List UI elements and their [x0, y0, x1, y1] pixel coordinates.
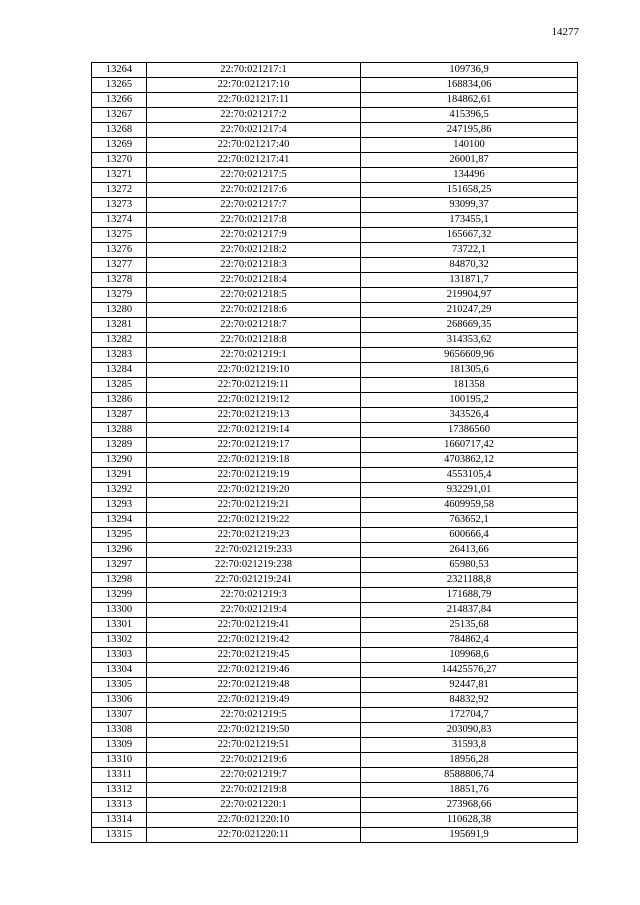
value-cell: 214837,84 [361, 603, 578, 618]
table-row [92, 438, 578, 453]
cadastral-number-cell: 22:70:021219:11 [147, 378, 361, 393]
cadastral-number-cell: 22:70:021219:49 [147, 693, 361, 708]
table-row [92, 738, 578, 753]
value-cell: 18956,28 [361, 753, 578, 768]
table-row [92, 453, 578, 468]
value-cell: 8588806,74 [361, 768, 578, 783]
table-row [92, 468, 578, 483]
row-number-cell: 13264 [92, 63, 147, 78]
row-number-cell: 13313 [92, 798, 147, 813]
row-number-cell: 13287 [92, 408, 147, 423]
value-cell: 165667,32 [361, 228, 578, 243]
value-cell: 784862,4 [361, 633, 578, 648]
table-row [92, 258, 578, 273]
cadastral-number-cell: 22:70:021219:21 [147, 498, 361, 513]
value-cell: 763652,1 [361, 513, 578, 528]
cadastral-number-cell: 22:70:021219:22 [147, 513, 361, 528]
table-row [92, 753, 578, 768]
value-cell: 25135,68 [361, 618, 578, 633]
row-number-cell: 13288 [92, 423, 147, 438]
row-number-cell: 13281 [92, 318, 147, 333]
value-cell: 73722,1 [361, 243, 578, 258]
value-cell: 195691,9 [361, 828, 578, 843]
value-cell: 134496 [361, 168, 578, 183]
row-number-cell: 13298 [92, 573, 147, 588]
table-row [92, 213, 578, 228]
table-row [92, 543, 578, 558]
table-row [92, 498, 578, 513]
cadastral-number-cell: 22:70:021219:20 [147, 483, 361, 498]
cadastral-number-cell: 22:70:021220:1 [147, 798, 361, 813]
value-cell: 1660717,42 [361, 438, 578, 453]
table-row [92, 708, 578, 723]
table-row [92, 123, 578, 138]
value-cell: 932291,01 [361, 483, 578, 498]
cadastral-number-cell: 22:70:021218:5 [147, 288, 361, 303]
value-cell: 109968,6 [361, 648, 578, 663]
table-row [92, 618, 578, 633]
table-row [92, 318, 578, 333]
cadastral-number-cell: 22:70:021217:1 [147, 63, 361, 78]
value-cell: 181305,6 [361, 363, 578, 378]
table-row [92, 138, 578, 153]
table-row [92, 813, 578, 828]
table-row [92, 513, 578, 528]
cadastral-number-cell: 22:70:021219:19 [147, 468, 361, 483]
row-number-cell: 13294 [92, 513, 147, 528]
value-cell: 100195,2 [361, 393, 578, 408]
row-number-cell: 13276 [92, 243, 147, 258]
cadastral-number-cell: 22:70:021219:42 [147, 633, 361, 648]
table-row [92, 228, 578, 243]
cadastral-number-cell: 22:70:021219:48 [147, 678, 361, 693]
table-row [92, 168, 578, 183]
cadastral-number-cell: 22:70:021219:41 [147, 618, 361, 633]
cadastral-number-cell: 22:70:021217:5 [147, 168, 361, 183]
row-number-cell: 13265 [92, 78, 147, 93]
table-row [92, 678, 578, 693]
cadastral-number-cell: 22:70:021219:13 [147, 408, 361, 423]
row-number-cell: 13283 [92, 348, 147, 363]
table-row [92, 243, 578, 258]
row-number-cell: 13292 [92, 483, 147, 498]
value-cell: 18851,76 [361, 783, 578, 798]
value-cell: 343526,4 [361, 408, 578, 423]
row-number-cell: 13282 [92, 333, 147, 348]
row-number-cell: 13300 [92, 603, 147, 618]
row-number-cell: 13301 [92, 618, 147, 633]
value-cell: 84870,32 [361, 258, 578, 273]
value-cell: 151658,25 [361, 183, 578, 198]
cadastral-number-cell: 22:70:021218:7 [147, 318, 361, 333]
table-row [92, 723, 578, 738]
table-row [92, 483, 578, 498]
value-cell: 210247,29 [361, 303, 578, 318]
row-number-cell: 13272 [92, 183, 147, 198]
value-cell: 9656609,96 [361, 348, 578, 363]
cadastral-number-cell: 22:70:021219:51 [147, 738, 361, 753]
row-number-cell: 13269 [92, 138, 147, 153]
table-row [92, 183, 578, 198]
cadastral-number-cell: 22:70:021219:50 [147, 723, 361, 738]
row-number-cell: 13280 [92, 303, 147, 318]
row-number-cell: 13311 [92, 768, 147, 783]
table-row [92, 363, 578, 378]
row-number-cell: 13310 [92, 753, 147, 768]
row-number-cell: 13273 [92, 198, 147, 213]
row-number-cell: 13307 [92, 708, 147, 723]
value-cell: 31593,8 [361, 738, 578, 753]
cadastral-number-cell: 22:70:021217:11 [147, 93, 361, 108]
cadastral-number-cell: 22:70:021219:5 [147, 708, 361, 723]
row-number-cell: 13293 [92, 498, 147, 513]
row-number-cell: 13303 [92, 648, 147, 663]
table-row [92, 303, 578, 318]
row-number-cell: 13314 [92, 813, 147, 828]
value-cell: 26001,87 [361, 153, 578, 168]
row-number-cell: 13278 [92, 273, 147, 288]
table-row [92, 408, 578, 423]
cadastral-number-cell: 22:70:021219:23 [147, 528, 361, 543]
table-row [92, 603, 578, 618]
row-number-cell: 13295 [92, 528, 147, 543]
value-cell: 184862,61 [361, 93, 578, 108]
table-row [92, 393, 578, 408]
value-cell: 93099,37 [361, 198, 578, 213]
value-cell: 17386560 [361, 423, 578, 438]
row-number-cell: 13274 [92, 213, 147, 228]
cadastral-number-cell: 22:70:021220:11 [147, 828, 361, 843]
cadastral-number-cell: 22:70:021219:1 [147, 348, 361, 363]
row-number-cell: 13312 [92, 783, 147, 798]
table-row [92, 63, 578, 78]
row-number-cell: 13271 [92, 168, 147, 183]
value-cell: 110628,38 [361, 813, 578, 828]
row-number-cell: 13302 [92, 633, 147, 648]
table-row [92, 333, 578, 348]
table-row [92, 588, 578, 603]
row-number-cell: 13277 [92, 258, 147, 273]
value-cell: 92447,81 [361, 678, 578, 693]
value-cell: 600666,4 [361, 528, 578, 543]
row-number-cell: 13285 [92, 378, 147, 393]
value-cell: 203090,83 [361, 723, 578, 738]
cadastral-number-cell: 22:70:021219:7 [147, 768, 361, 783]
value-cell: 172704,7 [361, 708, 578, 723]
value-cell: 140100 [361, 138, 578, 153]
value-cell: 109736,9 [361, 63, 578, 78]
value-cell: 4553105,4 [361, 468, 578, 483]
row-number-cell: 13267 [92, 108, 147, 123]
table-row [92, 288, 578, 303]
row-number-cell: 13284 [92, 363, 147, 378]
row-number-cell: 13296 [92, 543, 147, 558]
row-number-cell: 13286 [92, 393, 147, 408]
value-cell: 14425576,27 [361, 663, 578, 678]
value-cell: 181358 [361, 378, 578, 393]
row-number-cell: 13309 [92, 738, 147, 753]
table-row [92, 693, 578, 708]
value-cell: 247195,86 [361, 123, 578, 138]
value-cell: 268669,35 [361, 318, 578, 333]
table-row [92, 573, 578, 588]
table-row [92, 768, 578, 783]
row-number-cell: 13299 [92, 588, 147, 603]
table-row [92, 378, 578, 393]
table-row [92, 828, 578, 843]
row-number-cell: 13291 [92, 468, 147, 483]
cadastral-number-cell: 22:70:021219:8 [147, 783, 361, 798]
cadastral-number-cell: 22:70:021219:46 [147, 663, 361, 678]
cadastral-number-cell: 22:70:021217:10 [147, 78, 361, 93]
value-cell: 84832,92 [361, 693, 578, 708]
value-cell: 4609959,58 [361, 498, 578, 513]
cadastral-number-cell: 22:70:021219:18 [147, 453, 361, 468]
table-row [92, 348, 578, 363]
table-row [92, 528, 578, 543]
value-cell: 171688,79 [361, 588, 578, 603]
value-cell: 168834,06 [361, 78, 578, 93]
row-number-cell: 13315 [92, 828, 147, 843]
table-body [92, 63, 578, 843]
cadastral-number-cell: 22:70:021219:45 [147, 648, 361, 663]
cadastral-number-cell: 22:70:021219:17 [147, 438, 361, 453]
value-cell: 65980,53 [361, 558, 578, 573]
row-number-cell: 13279 [92, 288, 147, 303]
table-row [92, 153, 578, 168]
cadastral-number-cell: 22:70:021217:41 [147, 153, 361, 168]
table-row [92, 423, 578, 438]
cadastral-number-cell: 22:70:021219:4 [147, 603, 361, 618]
row-number-cell: 13297 [92, 558, 147, 573]
value-cell: 4703862,12 [361, 453, 578, 468]
cadastral-number-cell: 22:70:021218:6 [147, 303, 361, 318]
cadastral-number-cell: 22:70:021218:3 [147, 258, 361, 273]
page-number: 14277 [551, 26, 579, 38]
row-number-cell: 13308 [92, 723, 147, 738]
table-row [92, 93, 578, 108]
value-cell: 173455,1 [361, 213, 578, 228]
cadastral-number-cell: 22:70:021218:8 [147, 333, 361, 348]
cadastral-number-cell: 22:70:021217:7 [147, 198, 361, 213]
value-cell: 314353,62 [361, 333, 578, 348]
cadastral-number-cell: 22:70:021217:2 [147, 108, 361, 123]
cadastral-number-cell: 22:70:021219:233 [147, 543, 361, 558]
cadastral-number-cell: 22:70:021217:8 [147, 213, 361, 228]
table-row [92, 798, 578, 813]
cadastral-number-cell: 22:70:021219:3 [147, 588, 361, 603]
table-row [92, 648, 578, 663]
cadastral-number-cell: 22:70:021219:6 [147, 753, 361, 768]
row-number-cell: 13289 [92, 438, 147, 453]
table-row [92, 558, 578, 573]
table-row [92, 78, 578, 93]
table-row [92, 108, 578, 123]
cadastral-number-cell: 22:70:021219:12 [147, 393, 361, 408]
table-row [92, 783, 578, 798]
cadastral-number-cell: 22:70:021217:6 [147, 183, 361, 198]
cadastral-number-cell: 22:70:021219:238 [147, 558, 361, 573]
row-number-cell: 13306 [92, 693, 147, 708]
value-cell: 273968,66 [361, 798, 578, 813]
cadastral-number-cell: 22:70:021219:14 [147, 423, 361, 438]
row-number-cell: 13290 [92, 453, 147, 468]
cadastral-number-cell: 22:70:021217:9 [147, 228, 361, 243]
row-number-cell: 13275 [92, 228, 147, 243]
table-row [92, 198, 578, 213]
cadastral-number-cell: 22:70:021217:4 [147, 123, 361, 138]
row-number-cell: 13304 [92, 663, 147, 678]
table-row [92, 273, 578, 288]
cadastral-number-cell: 22:70:021217:40 [147, 138, 361, 153]
cadastral-number-cell: 22:70:021218:2 [147, 243, 361, 258]
row-number-cell: 13266 [92, 93, 147, 108]
cadastral-number-cell: 22:70:021219:241 [147, 573, 361, 588]
value-cell: 219904,97 [361, 288, 578, 303]
row-number-cell: 13268 [92, 123, 147, 138]
cadastral-number-cell: 22:70:021218:4 [147, 273, 361, 288]
cadastral-number-cell: 22:70:021220:10 [147, 813, 361, 828]
value-cell: 26413,66 [361, 543, 578, 558]
value-cell: 415396,5 [361, 108, 578, 123]
value-cell: 2321188,8 [361, 573, 578, 588]
table-row [92, 663, 578, 678]
table-row [92, 633, 578, 648]
cadastral-number-cell: 22:70:021219:10 [147, 363, 361, 378]
value-cell: 131871,7 [361, 273, 578, 288]
row-number-cell: 13270 [92, 153, 147, 168]
row-number-cell: 13305 [92, 678, 147, 693]
cadastral-value-table [91, 62, 578, 843]
